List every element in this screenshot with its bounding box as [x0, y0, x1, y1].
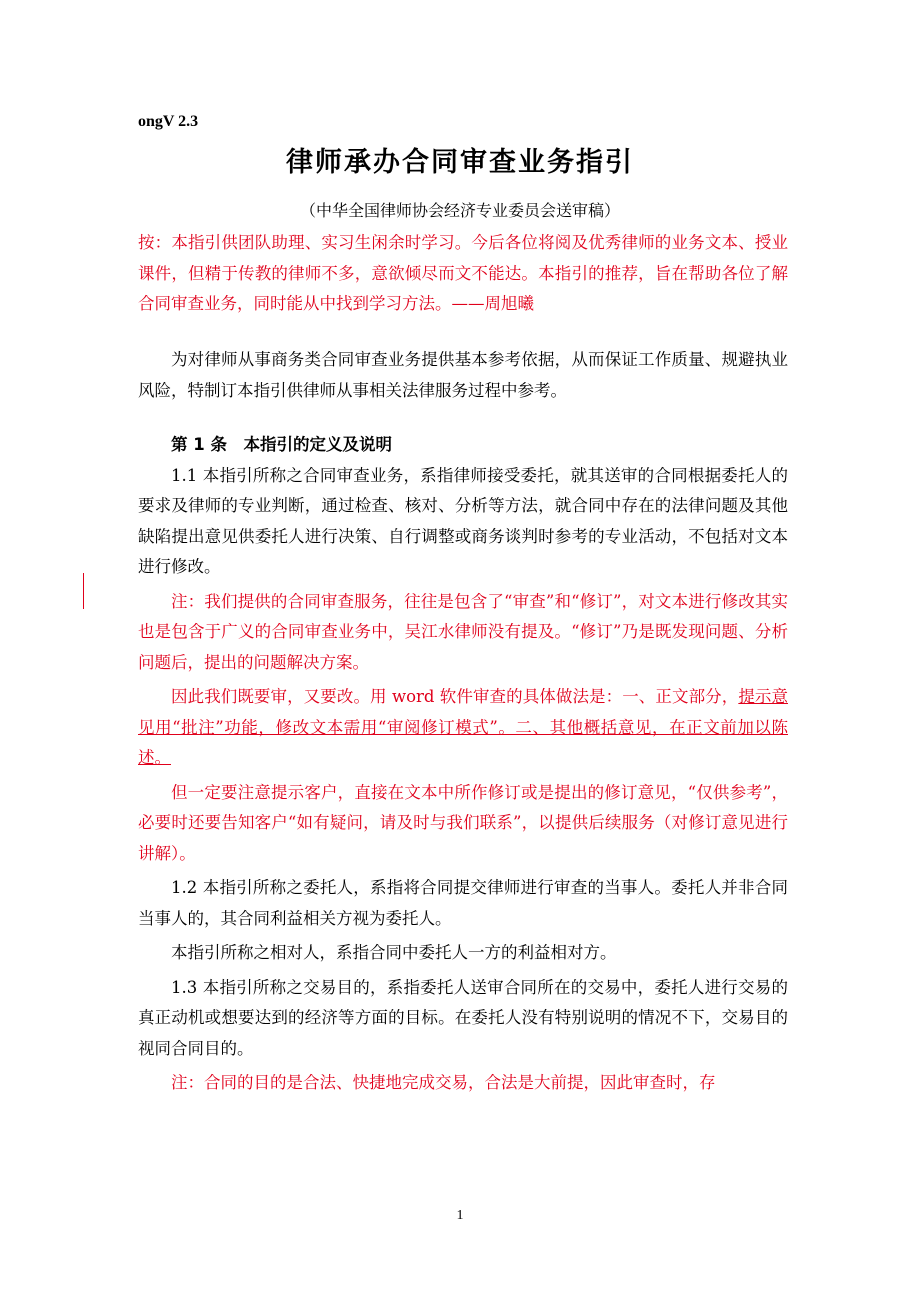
version-label: ongV 2.3	[138, 113, 199, 130]
page-number: 1	[456, 1208, 464, 1223]
clause-1-1: 1.1 本指引所称之合同审查业务，系指律师接受委托，就其送审的合同根据委托人的要求及律师的专业判断，通过检查、核对、分析等方法，就合同中存在的法律问题及其他缺陷提出意见供委托人进行决策、自行调整或商务谈判时参考的专业活动，不包括对文本进行修改。	[138, 465, 788, 576]
clause-1-2: 1.2 本指引所称之委托人，系指将合同提交律师进行审查的当事人。委托人并非合同当事人的，其合同利益相关方视为委托人。	[138, 878, 788, 928]
intro-note-block	[138, 228, 788, 320]
clause-1-2-counterparty: 本指引所称之相对人，系指合同中委托人一方的利益相对方。	[171, 943, 617, 962]
document-title: 律师承办合同审查业务指引	[286, 147, 634, 178]
preamble-block	[138, 345, 788, 406]
annotation-note-2-underlined: 提示意见用“批注”功能，修改文本需用“审阅修订模式”。二、其他概括意见，在正文前加以陈述。	[138, 687, 788, 767]
annotation-note-1: 注：我们提供的合同审查服务，往往是包含了“审查”和“修订”，对文本进行修改其实也是包含于广义的合同审查业务中，吴江水律师没有提及。“修订”乃是既发现问题、分析问题后，提出的问题解决方案。	[138, 591, 788, 672]
clause-1-3: 1.3 本指引所称之交易目的，系指委托人送审合同所在的交易中，委托人进行交易的真正动机或想要达到的经济等方面的目标。在委托人没有特别说明的情况不下，交易目的视同合同目的。	[138, 977, 788, 1058]
preamble-paragraph: 为对律师从事商务类合同审查业务提供基本参考依据，从而保证工作质量、规避执业风险，特制订本指引供律师从事相关法律服务过程中参考。	[138, 350, 788, 400]
intro-note: 按：本指引供团队助理、实习生闲余时学习。今后各位将阅及优秀律师的业务文本、授业课件，但精于传教的律师不多，意欲倾尽而文不能达。本指引的推荐，旨在帮助各位了解合同审查业务，同时能从中找到学习方法。——周旭曦	[138, 233, 788, 313]
revision-change-bar	[83, 573, 84, 609]
annotation-note-3: 但一定要注意提示客户，直接在文本中所作修订或是提出的修订意见，“仅供参考”，必要时还要告知客户“如有疑问，请及时与我们联系”，以提供后续服务（对修订意见进行讲解）。	[138, 782, 788, 863]
annotation-note-4: 注：合同的目的是合法、快捷地完成交易，合法是大前提，因此审查时，存	[171, 1073, 716, 1092]
annotation-note-2-lead: 因此我们既要审，又要改。用 word 软件审查的具体做法是：一、正文部分，	[171, 687, 739, 706]
annotation-note-2	[138, 682, 788, 774]
article-1	[138, 430, 788, 1099]
article-1-heading: 第 1 条 本指引的定义及说明	[171, 435, 392, 454]
document-subtitle: （中华全国律师协会经济专业委员会送审稿）	[299, 201, 620, 220]
